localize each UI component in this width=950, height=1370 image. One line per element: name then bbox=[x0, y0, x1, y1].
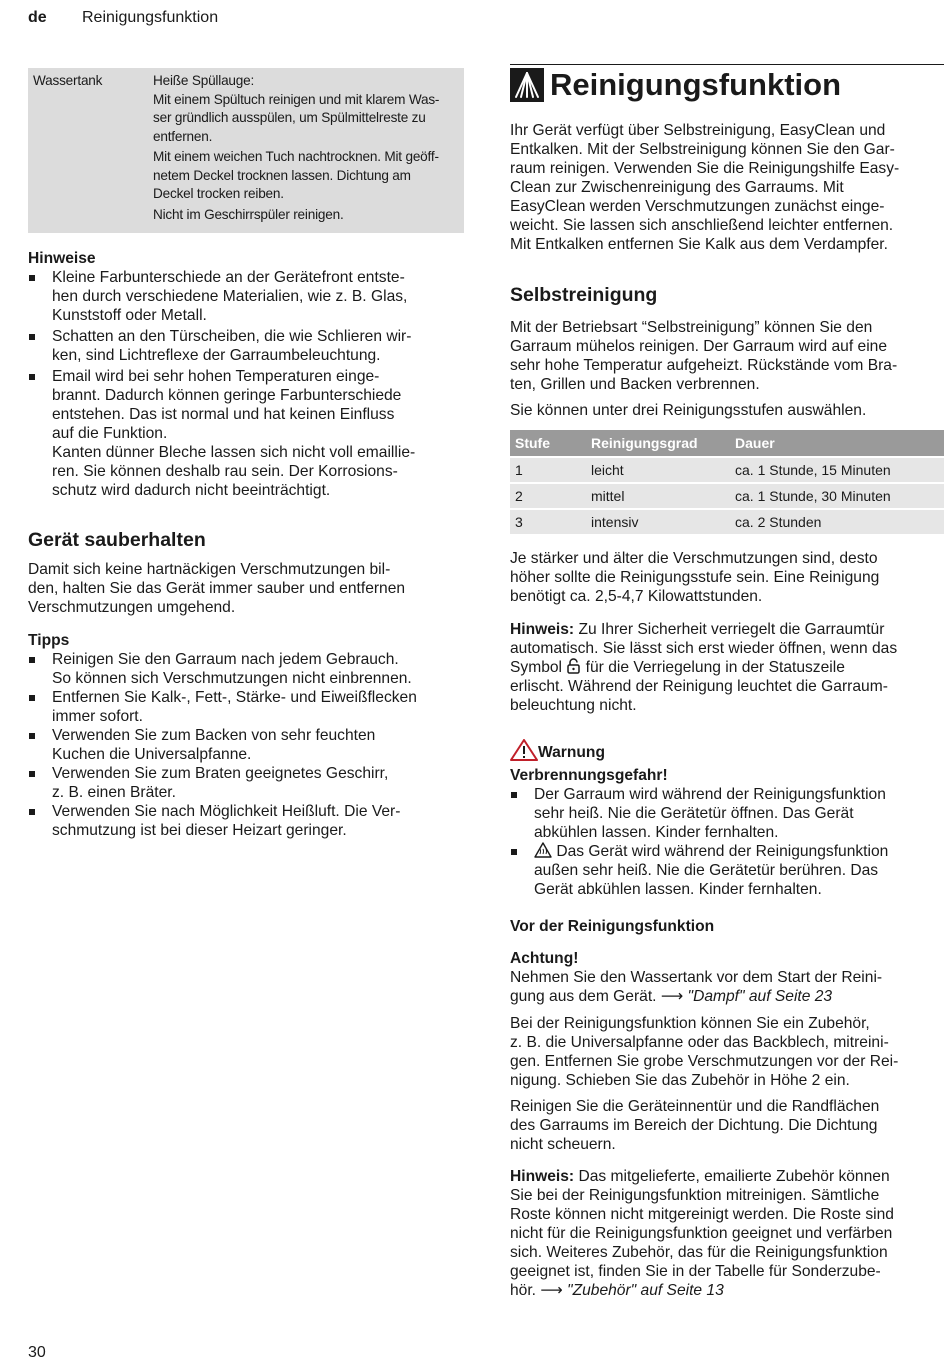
hinweis-text: Zu Ihrer Sicherheit verriegelt die Garraumtür automatisch. Sie lässt sich erst wieder öffnen, wenn das Symbol bbox=[510, 621, 898, 676]
hinweis-text: für die Verriegelung in der Statuszeile erlischt. Während der Reinigung leuchtet die Garraum- beleuchtung nicht. bbox=[510, 659, 888, 714]
hot-surface-warning-icon bbox=[534, 843, 552, 860]
care-instruction: Mit einem weichen Tuch nachtrocknen. Mit geöff- netem Deckel trocknen lassen. Dichtung am Deckel trocken reiben. bbox=[153, 149, 439, 201]
care-table-instructions bbox=[153, 72, 464, 224]
list-item bbox=[28, 688, 464, 726]
arrow-right-icon: ⟶ bbox=[660, 988, 684, 1005]
table-header-row bbox=[510, 430, 944, 457]
table-cell: ca. 1 Stunde, 30 Minuten bbox=[730, 483, 944, 509]
list-item bbox=[510, 842, 944, 899]
list-item bbox=[510, 785, 944, 842]
table-cell: ca. 1 Stunde, 15 Minuten bbox=[730, 457, 944, 483]
list-item-text: Das Gerät wird während der Reinigungsfunktion außen sehr heiß. Nie die Gerätetür berühren. Das Gerät abkühlen lassen. Kinder fernhalten. bbox=[534, 843, 889, 898]
bullet-icon bbox=[511, 792, 517, 798]
tipps-heading: Tipps bbox=[28, 632, 70, 649]
list-item-text: Schatten an den Türscheiben, die wie Schlieren wir- ken, sind Lichtreflexe der Garraumbeleuchtung. bbox=[52, 328, 412, 364]
bullet-icon bbox=[29, 275, 35, 281]
page-number: 30 bbox=[28, 1344, 46, 1361]
care-table-label: Wassertank bbox=[33, 73, 103, 88]
dichtung-text: Reinigen Sie die Geräteinnentür und die Randflächen des Garraums im Bereich der Dichtung. Die Dichtung nicht scheuern. bbox=[510, 1098, 880, 1153]
achtung-text bbox=[510, 968, 944, 1006]
selbstreinigung-levels-text: Sie können unter drei Reinigungsstufen auswählen. bbox=[510, 402, 867, 419]
list-item bbox=[28, 802, 464, 840]
reinigungsfunktion-heading bbox=[510, 64, 944, 103]
warning-label bbox=[510, 739, 944, 766]
warning-label-text: Warnung bbox=[538, 743, 605, 761]
page-title: Reinigungsfunktion bbox=[550, 67, 842, 102]
stufe-info-text: Je stärker und älter die Verschmutzungen sind, desto höher sollte die Reinigungsstufe sein. Eine Reinigung benötigt ca. 2,5-4,7 Kilowattstunden. bbox=[510, 550, 880, 605]
care-instruction: Nicht im Geschirrspüler reinigen. bbox=[153, 206, 344, 222]
intro-text: Ihr Gerät verfügt über Selbstreinigung, EasyClean und Entkalken. Mit der Selbstreinigung können Sie den Gar- raum reinigen. Verwenden Sie die Reinigungshilfe Easy- Clean zur Zwischenreinigung des Garraums. Mit EasyClean werden Verschmutzungen zunächst einge- weicht. Sie lassen sich anschließend leichter entfernen. Mit Entkalken entfernen Sie Kalk aus dem Verdampfer. bbox=[510, 122, 900, 253]
list-item-text: Verwenden Sie zum Braten geeignetes Geschirr, z. B. einen Bräter. bbox=[52, 765, 389, 801]
column-header: Stufe bbox=[510, 430, 586, 457]
table-cell: intensiv bbox=[586, 509, 730, 534]
list-item-text: Reinigen Sie den Garraum nach jedem Gebrauch. So können sich Verschmutzungen nicht einbrennen. bbox=[52, 651, 412, 687]
hinweis-text: Das mitgelieferte, emailierte Zubehör können Sie bei der Reinigungsfunktion mitreinigen. Sämtliche Roste können nicht mitgereinigt werden. Die Roste sind nicht für die Reinigungsfunktion geeignet und verfärben sich. Weiteres Zubehör, das für die Reinigungsfunktion geeignet ist, finden Sie in der Tabelle für Sonderzube- hör. bbox=[510, 1168, 894, 1299]
table-cell: 3 bbox=[510, 509, 586, 534]
hinweis-zubehoer bbox=[510, 1167, 944, 1300]
hinweis-verriegelung bbox=[510, 620, 944, 715]
cleaning-levels-table bbox=[510, 430, 944, 534]
sauberhalten-heading: Gerät sauberhalten bbox=[28, 529, 206, 551]
column-header: Reinigungsgrad bbox=[586, 430, 730, 457]
table-cell: leicht bbox=[586, 457, 730, 483]
bullet-icon bbox=[29, 809, 35, 815]
selbstreinigung-heading: Selbstreinigung bbox=[510, 284, 658, 306]
list-item-text: Der Garraum wird während der Reinigungsfunktion sehr heiß. Nie die Gerätetür öffnen. Das Gerät abkühlen lassen. Kinder fernhalten. bbox=[534, 786, 886, 841]
list-item-text: Verwenden Sie nach Möglichkeit Heißluft. Die Ver- schmutzung ist bei dieser Heizart geringer. bbox=[52, 803, 401, 839]
right-column bbox=[510, 64, 944, 1300]
list-item bbox=[28, 764, 464, 802]
tipps-list bbox=[28, 650, 464, 840]
bullet-icon bbox=[511, 849, 517, 855]
achtung-label: Achtung! bbox=[510, 950, 579, 967]
bullet-icon bbox=[29, 695, 35, 701]
bullet-icon bbox=[29, 733, 35, 739]
hinweis-label: Hinweis: bbox=[510, 1168, 575, 1185]
table-cell: 2 bbox=[510, 483, 586, 509]
link-zubehoer[interactable]: "Zubehör" auf Seite 13 bbox=[567, 1282, 724, 1299]
column-header: Dauer bbox=[730, 430, 944, 457]
warning-triangle-icon bbox=[510, 739, 538, 766]
care-instruction: Heiße Spüllauge: Mit einem Spültuch reinigen und mit klarem Was- ser gründlich ausspülen, um Spülmittelreste zu entfernen. bbox=[153, 73, 440, 144]
vor-heading: Vor der Reinigungsfunktion bbox=[510, 918, 715, 935]
sauberhalten-text: Damit sich keine hartnäckigen Verschmutzungen bil- den, halten Sie das Gerät immer sauber und entfernen Verschmutzungen umgehend. bbox=[28, 561, 406, 616]
table-cell: 1 bbox=[510, 457, 586, 483]
bullet-icon bbox=[29, 771, 35, 777]
bullet-icon bbox=[29, 374, 35, 380]
lock-icon bbox=[566, 659, 581, 676]
header-language: de bbox=[28, 9, 47, 26]
list-item-text: Verwenden Sie zum Backen von sehr feuchten Kuchen die Universalpfanne. bbox=[52, 727, 376, 763]
table-row bbox=[510, 457, 944, 483]
list-item-text: Kleine Farbunterschiede an der Gerätefront entste- hen durch verschiedene Materialien, wie z. B. Glas, Kunststoff oder Metall. bbox=[52, 269, 408, 324]
bullet-icon bbox=[29, 657, 35, 663]
care-table bbox=[28, 68, 464, 233]
cleaning-function-icon bbox=[510, 68, 544, 102]
arrow-right-icon: ⟶ bbox=[540, 1282, 563, 1299]
list-item-text: Entfernen Sie Kalk-, Fett-, Stärke- und Eiweißflecken immer sofort. bbox=[52, 689, 417, 725]
zubehoer-text: Bei der Reinigungsfunktion können Sie ein Zubehör, z. B. die Universalpfanne oder das Backblech, mitreini- gen. Entfernen Sie grobe Verschmutzungen vor der Rei- nigung. Schieben Sie das Zubehör in Höhe 2 ein. bbox=[510, 1015, 899, 1089]
list-item bbox=[28, 327, 464, 365]
list-item-text: Email wird bei sehr hohen Temperaturen einge- brannt. Dadurch können geringe Farbunterschiede entstehen. Das ist normal und hat keinen Einfluss auf die Funktion. Kanten dünner Bleche lassen sich nicht voll emaillie- ren. Sie können deshalb rau sein. Der Korrosions- schutz wird dadurch nicht beeinträchtigt. bbox=[52, 368, 416, 499]
table-cell: mittel bbox=[586, 483, 730, 509]
warning-list bbox=[510, 785, 944, 899]
hinweise-heading: Hinweise bbox=[28, 250, 96, 267]
header-title: Reinigungsfunktion bbox=[82, 9, 219, 26]
list-item bbox=[28, 726, 464, 764]
list-item bbox=[28, 268, 464, 325]
list-item bbox=[28, 367, 464, 500]
selbstreinigung-text: Mit der Betriebsart “Selbstreinigung” können Sie den Garraum mühelos reinigen. Der Garraum wird auf eine sehr hohe Temperatur aufgeheizt. Rückstände vom Bra- ten, Grillen und Backen verbrennen. bbox=[510, 319, 898, 393]
table-row bbox=[510, 483, 944, 509]
achtung-body: Nehmen Sie den Wassertank vor dem Start der Reini- gung aus dem Gerät. bbox=[510, 969, 883, 1005]
table-cell: ca. 2 Stunden bbox=[730, 509, 944, 534]
list-item bbox=[28, 650, 464, 688]
hinweis-label: Hinweis: bbox=[510, 621, 575, 638]
warning-title: Verbrennungsgefahr! bbox=[510, 767, 668, 784]
left-column bbox=[28, 68, 464, 840]
bullet-icon bbox=[29, 334, 35, 340]
link-dampf[interactable]: "Dampf" auf Seite 23 bbox=[687, 988, 833, 1005]
table-row bbox=[510, 509, 944, 534]
hinweise-list bbox=[28, 268, 464, 500]
